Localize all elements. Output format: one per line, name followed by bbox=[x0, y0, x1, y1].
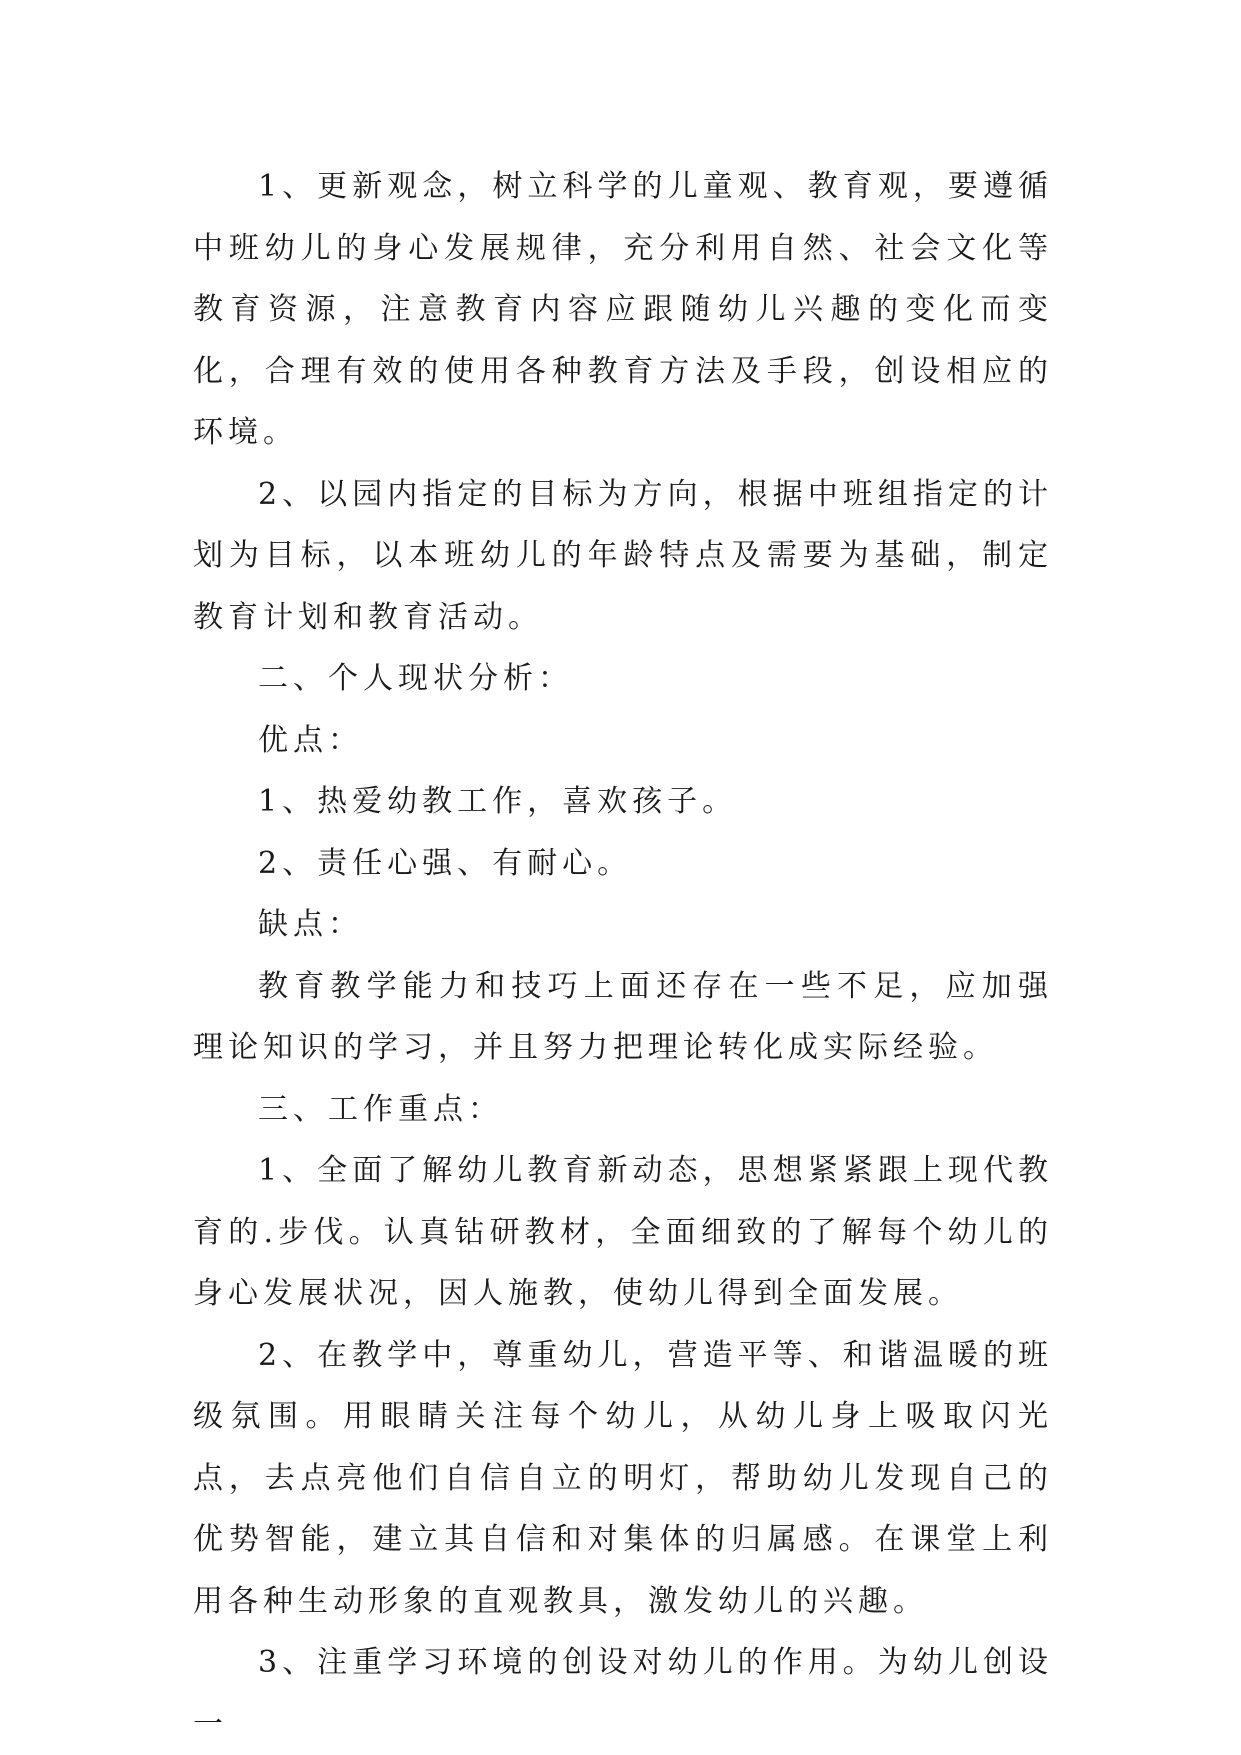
focus-item-3: 3、注重学习环境的创设对幼儿的作用。为幼儿创设一 bbox=[193, 1645, 1053, 1742]
strength-item-2: 2、责任心强、有耐心。 bbox=[258, 845, 633, 881]
document-page bbox=[193, 156, 1053, 1755]
paragraph-goal-2: 2、以园内指定的目标为方向，根据中班组指定的计划为目标，以本班幼儿的年龄特点及需要为基础，制定教育计划和教育活动。 bbox=[193, 476, 1053, 635]
subheading-strengths: 优点： bbox=[258, 722, 363, 758]
focus-item-1: 1、全面了解幼儿教育新动态，思想紧紧跟上现代教育的.步伐。认真钻研教材，全面细致的了解每个幼儿的身心发展状况，因人施教，使幼儿得到全面发展。 bbox=[193, 1153, 1053, 1311]
focus-item-2: 2、在教学中，尊重幼儿，营造平等、和谐温暖的班级氛围。用眼睛关注每个幼儿，从幼儿身上吸取闪光点，去点亮他们自信自立的明灯，帮助幼儿发现自己的优势智能，建立其自信和对集体的归属感。在课堂上利用各种生动形象的直观教具，激发幼儿的兴趣。 bbox=[193, 1337, 1053, 1619]
subheading-weaknesses: 缺点： bbox=[258, 907, 363, 942]
section-heading-status: 二、个人现状分析： bbox=[258, 661, 573, 696]
weakness-paragraph: 教育教学能力和技巧上面还存在一些不足，应加强理论知识的学习，并且努力把理论转化成实际经验。 bbox=[193, 968, 1053, 1065]
strength-item-1: 1、热爱幼教工作，喜欢孩子。 bbox=[258, 784, 738, 819]
paragraph-goal-1: 1、更新观念，树立科学的儿童观、教育观，要遵循中班幼儿的身心发展规律，充分利用自然、社会文化等教育资源，注意教育内容应跟随幼儿兴趣的变化而变化，合理有效的使用各种教育方法及手段，创设相应的环境。 bbox=[193, 169, 1053, 450]
section-heading-focus: 三、工作重点： bbox=[258, 1091, 503, 1127]
